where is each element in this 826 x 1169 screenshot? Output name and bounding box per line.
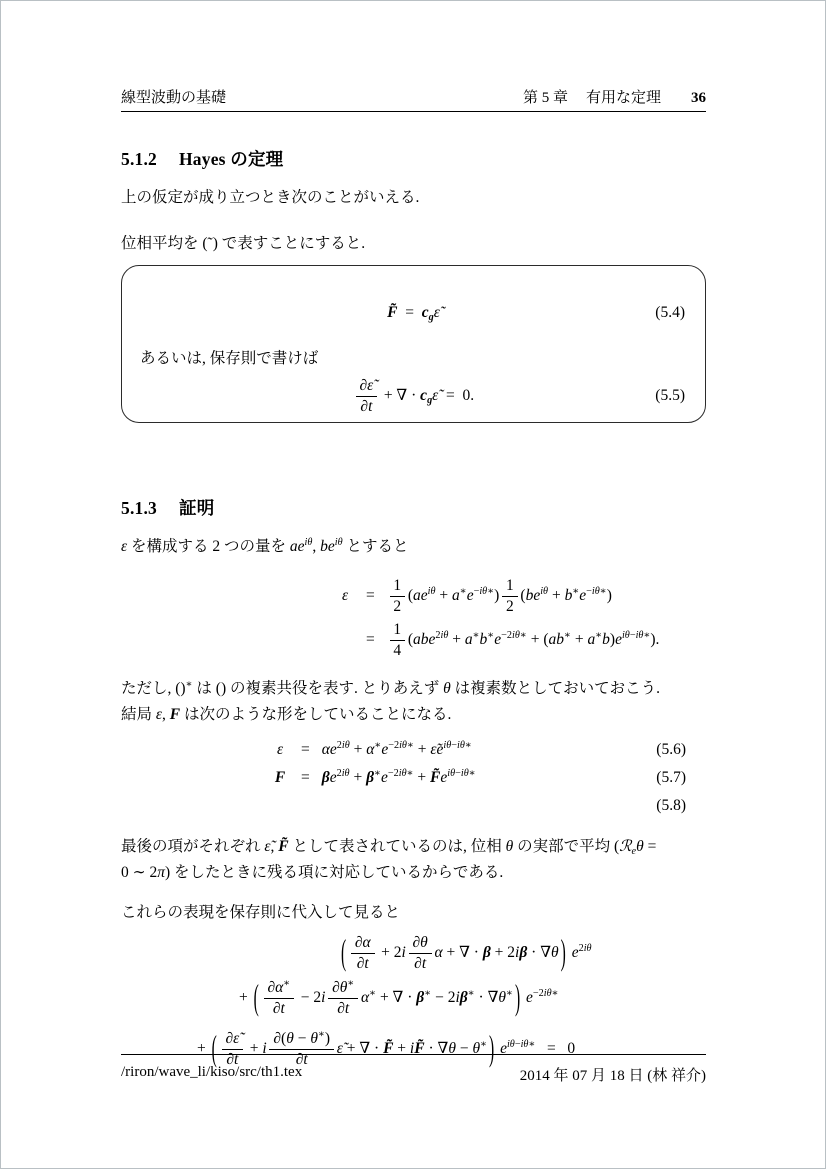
equation-5-4: F̃ = cgε̃: [387, 304, 440, 323]
paragraph-assumption: 上の仮定が成り立つとき次のことがいえる.: [121, 189, 420, 206]
derivation-line-1: [336, 574, 706, 618]
equation-number-5-4: (5.4): [655, 304, 685, 321]
paragraph-last-terms: [121, 834, 706, 886]
equation-5-8-row: [121, 792, 706, 820]
equals-sign: =: [301, 741, 310, 758]
equation-5-4-row: [122, 296, 705, 330]
equation-rhs: $\alpha e^{2i\theta} + \alpha^∗e^{-2i\theta∗}$ + $\varepsiloñe^{i\theta-i\theta∗}$: [321, 740, 472, 758]
equation-rhs: $\frac{1}{2}$ $(ae^{i\theta} + a^∗e^{-i\theta∗})$ $\frac{1}{2}$ $(be^{i\theta} + b^∗e^{-i\theta∗})$: [387, 587, 612, 604]
equals-sign: =: [366, 631, 375, 648]
substituted-equation-line-2: + ( $\frac{\partial\alpha^∗}{\partial t}$ − 2i $\frac{\partial\theta^∗}{\partial t}$ α∗ + ∇ · β∗ − 2iβ∗ · ∇θ∗ ) $e^{-2i\theta∗}$: [239, 977, 559, 1019]
header-chapter-title: 有用な定理: [585, 90, 661, 106]
form-equations: [121, 736, 706, 820]
footer-file-path: /riron/wave_li/kiso/src/th1.tex: [121, 1064, 303, 1080]
equation-lhs: ε: [276, 741, 284, 758]
section-number: 5.1.2: [121, 149, 157, 169]
text-line: ただし, ()∗ は () の複素共役を表す. とりあえず θ は複素数としておいておこう.: [121, 679, 660, 697]
equals-sign: =: [301, 769, 310, 786]
paragraph-conjugate-note: [121, 676, 706, 728]
section-heading-512: [121, 146, 706, 171]
equation-number-5-5: (5.5): [655, 387, 685, 404]
equation-rhs: $\beta e^{2i\theta} + \beta^∗e^{-2i\theta∗}$ + $F̃e^{i\theta-i\theta∗}$: [321, 768, 476, 786]
paragraph-substitute: これらの表現を保存則に代入して見ると: [121, 904, 401, 921]
equation-lhs: ε: [341, 587, 349, 604]
equation-5-7-row: [121, 764, 706, 792]
equals-sign: =: [366, 587, 375, 604]
paragraph-proof-intro: ε を構成する 2 つの量を $ae^{i\theta}$, $be^{i\theta}$ とすると: [121, 537, 409, 555]
text-line: 結局 ε, F は次のような形をしていることになる.: [121, 706, 452, 723]
derivation-equations: [336, 574, 706, 662]
equation-5-6: [271, 741, 472, 758]
equation-lhs: F: [274, 769, 286, 786]
paragraph-phase-average: 位相平均を (˜) で表すことにすると.: [121, 235, 366, 252]
text-line: 最後の項がそれぞれ ε̃, F̃ として表されているのは, 位相 θ の実部で平均 (ℛeθ =: [121, 838, 657, 857]
header-chapter-number: 第 5 章: [522, 90, 568, 106]
substituted-equation: [121, 930, 706, 1071]
derivation-line-2: [336, 618, 706, 662]
page-footer: [121, 1054, 706, 1085]
equation-number-5-6: (5.6): [656, 741, 686, 758]
header-page-number: 36: [691, 90, 706, 106]
equation-5-5: $\frac{\partial\varepsiloñ}{\partial t}$ + ∇ · cgε̃ = 0.: [353, 387, 474, 404]
substituted-equation-line-3: + ( $\frac{\partial\varepsiloñ}{\partial t}$ + i $\frac{\partial(\theta - \theta^∗)}{\partial t}$ ε̃ + ∇ · F̃ + iF̃ · ∇θ − θ∗ ) $e^{i\theta-i\theta∗} = 0$: [197, 1028, 576, 1070]
equation-rhs: $\frac{1}{4}$ $(abe^{2i\theta} + a^∗b^∗e^{-2i\theta∗} + (ab^∗ + a^∗b)e^{i\theta-i\theta∗})$.: [387, 631, 660, 648]
header-book-title: 線型波動の基礎: [121, 90, 227, 106]
text-line: 0 ∼ 2π) をしたときに残る項に対応しているからである.: [121, 864, 504, 881]
equation-5-6-row: [121, 736, 706, 764]
theorem-box: [121, 265, 706, 423]
section-heading-513: [121, 495, 706, 520]
equation-number-5-8: (5.8): [656, 797, 686, 814]
equation-5-7: [271, 769, 476, 786]
page-header: [121, 86, 706, 107]
equation-5-5-row: [122, 370, 705, 422]
header-right: [523, 86, 706, 107]
section-title: Hayes の定理: [179, 149, 284, 169]
box-text-conservation: あるいは, 保存則で書けば: [140, 350, 319, 367]
page-content: [121, 0, 706, 1071]
section-number: 5.1.3: [121, 498, 157, 518]
substituted-equation-line-1: ( $\frac{\partial\alpha}{\partial t}$ + 2i $\frac{\partial\theta}{\partial t}$ α + ∇ · β + 2iβ · ∇θ ) $e^{2i\theta}$: [341, 933, 592, 974]
section-title: 証明: [179, 498, 215, 518]
header-rule: [121, 111, 706, 112]
footer-date-author: 2014 年 07 月 18 日 (林 祥介): [519, 1068, 706, 1084]
equation-number-5-7: (5.7): [656, 769, 686, 786]
